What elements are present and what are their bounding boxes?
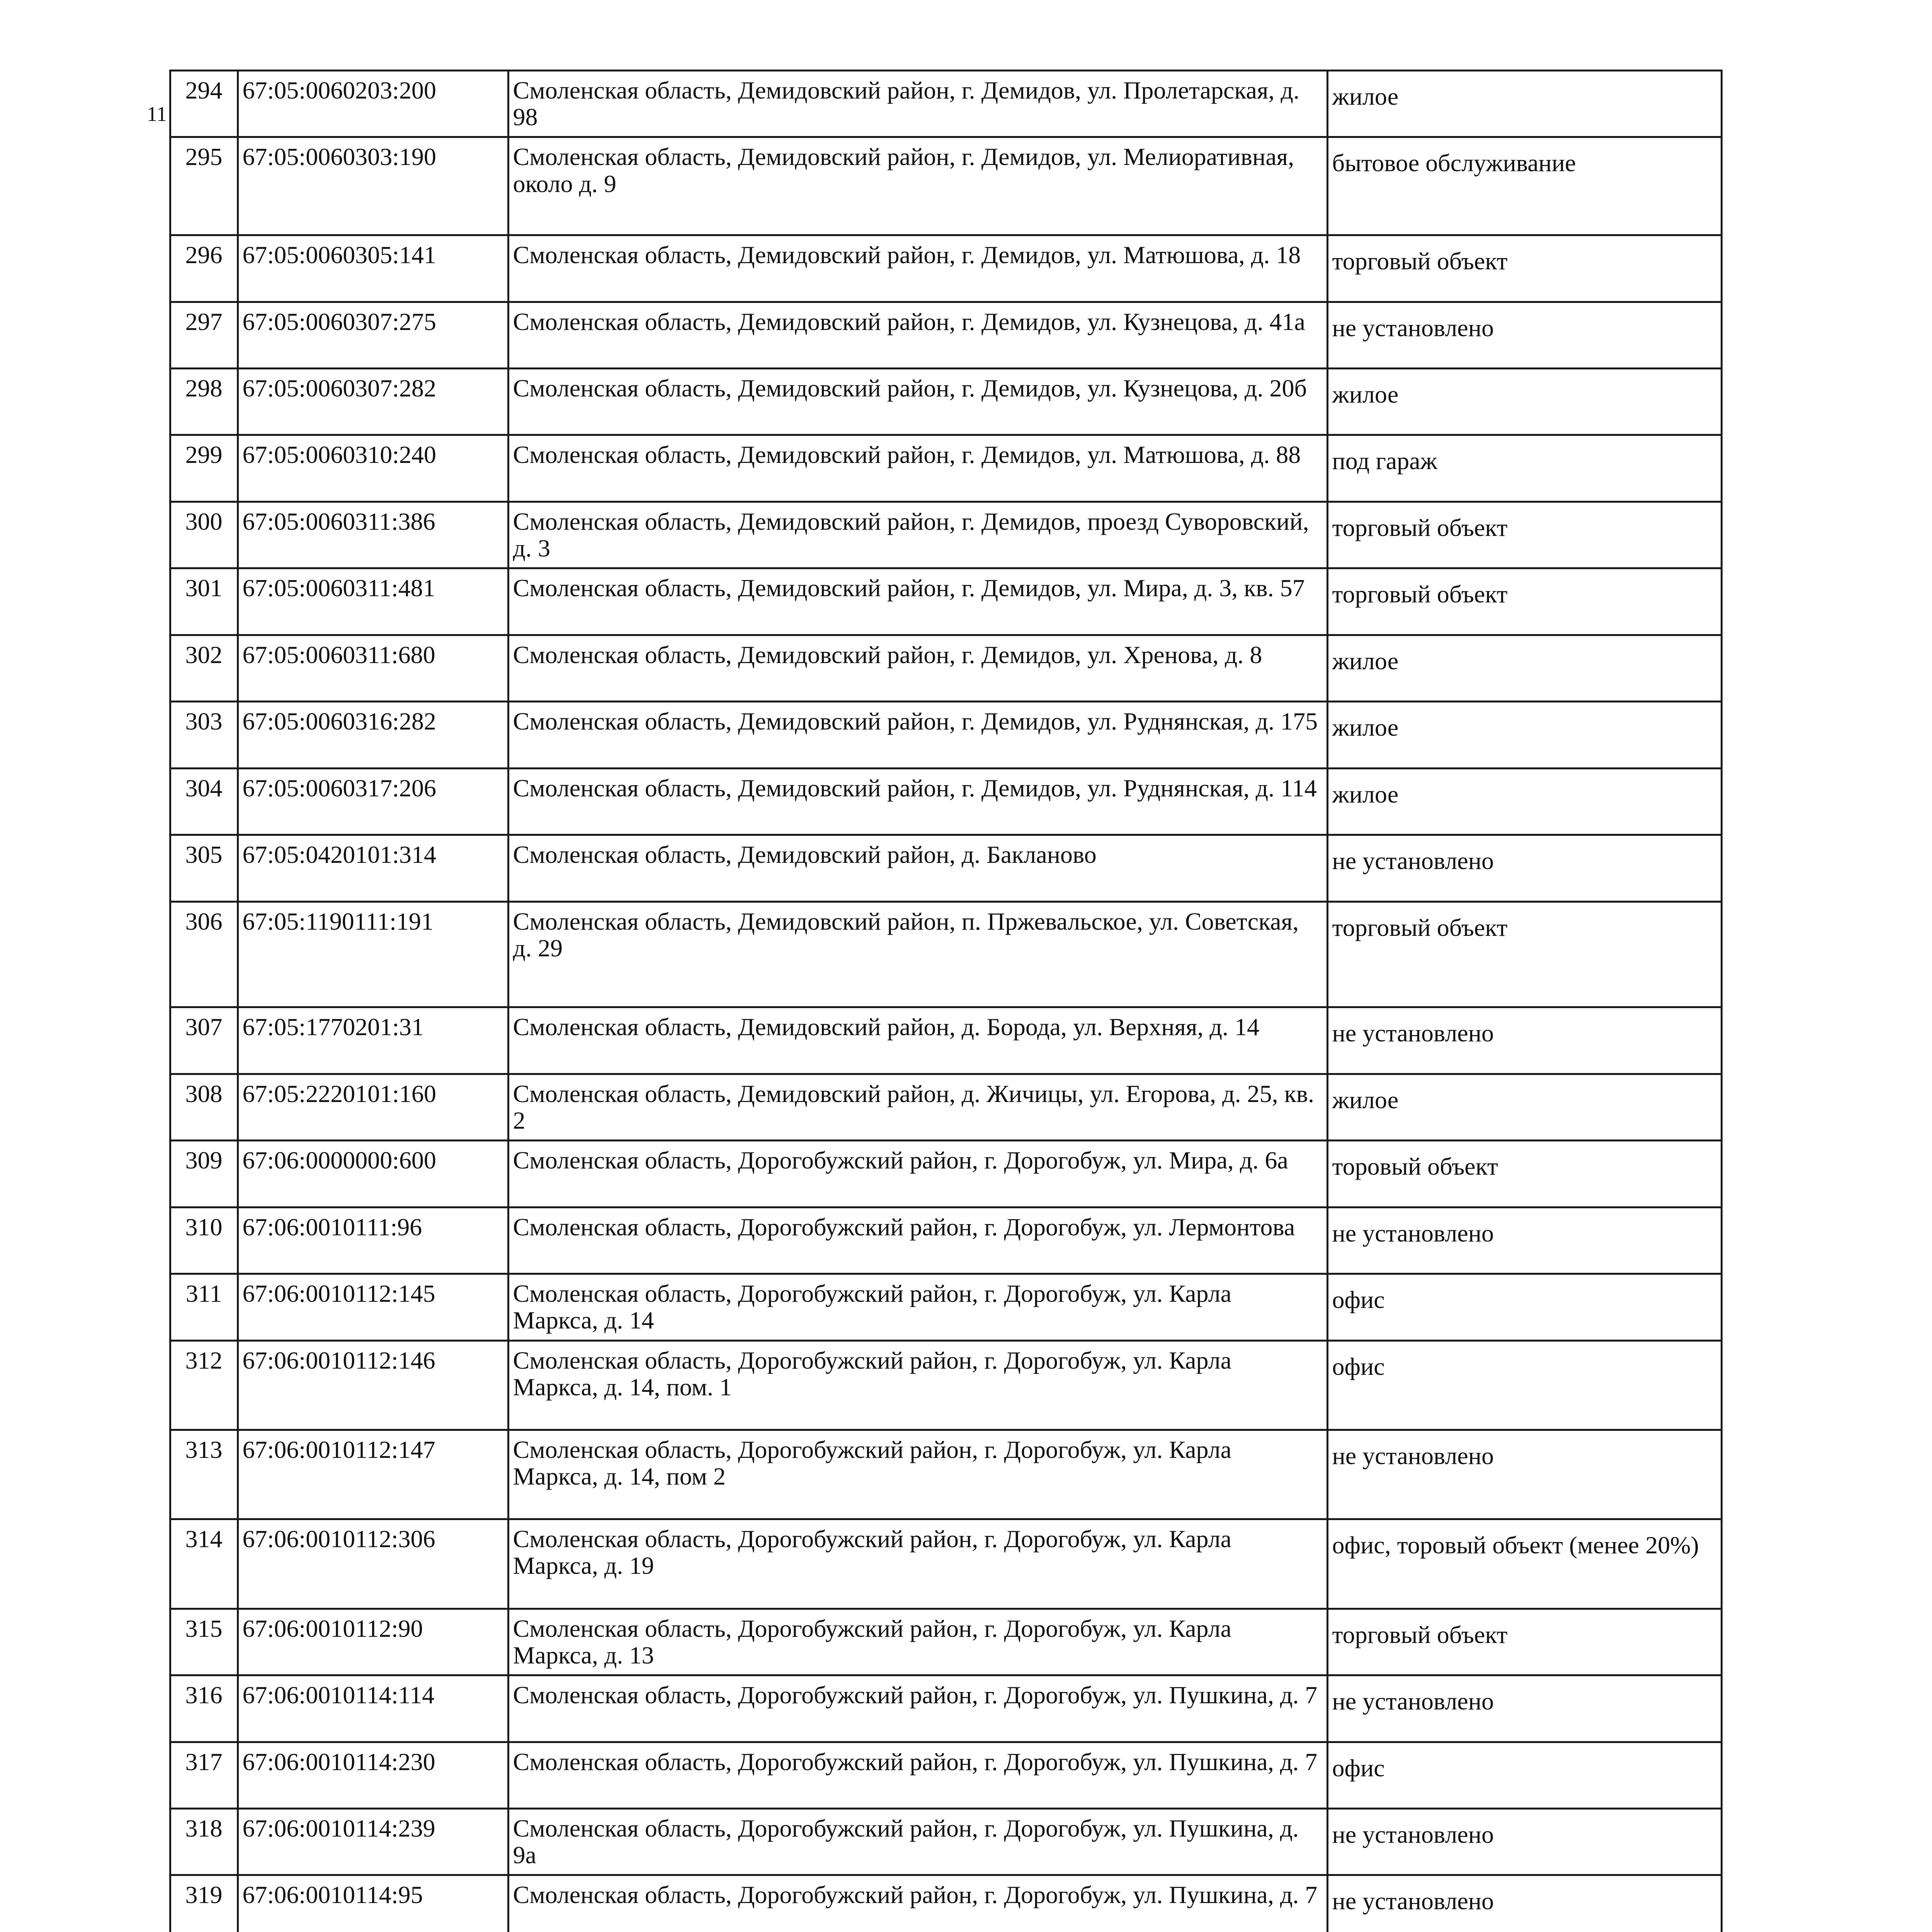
row-number: 300 bbox=[170, 502, 238, 568]
address: Смоленская область, Дорогобужский район, г. Дорогобуж, ул. Пушкина, д. 9а bbox=[508, 1808, 1327, 1875]
address: Смоленская область, Дорогобужский район, г. Дорогобуж, ул. Карла Маркса, д. 14, пом. 1 bbox=[508, 1340, 1327, 1430]
cadastral-number: 67:06:0010111:96 bbox=[238, 1207, 508, 1274]
table-row bbox=[147, 435, 1721, 502]
table-row bbox=[147, 702, 1721, 768]
cadastral-number: 67:06:0010114:95 bbox=[238, 1875, 508, 1932]
cadastral-number: 67:05:0060203:200 bbox=[238, 71, 508, 137]
cadastral-number: 67:05:0060311:680 bbox=[238, 635, 508, 701]
table-row bbox=[147, 1808, 1721, 1875]
cadastral-number: 67:05:0060311:481 bbox=[238, 568, 508, 635]
usage-type: офис bbox=[1327, 1742, 1721, 1808]
table-row bbox=[147, 1430, 1721, 1519]
table-row bbox=[147, 1074, 1721, 1140]
address: Смоленская область, Демидовский район, г. Демидов, ул. Мира, д. 3, кв. 57 bbox=[508, 568, 1327, 635]
row-number: 294 bbox=[170, 71, 238, 137]
usage-type: под гараж bbox=[1327, 435, 1721, 502]
address: Смоленская область, Демидовский район, д. Жичицы, ул. Егорова, д. 25, кв. 2 bbox=[508, 1074, 1327, 1140]
usage-type: торговый объект bbox=[1327, 235, 1721, 302]
address: Смоленская область, Демидовский район, д. Борода, ул. Верхняя, д. 14 bbox=[508, 1007, 1327, 1074]
table-row bbox=[147, 502, 1721, 568]
table-row bbox=[147, 368, 1721, 435]
row-number: 308 bbox=[170, 1074, 238, 1140]
address: Смоленская область, Демидовский район, г. Демидов, ул. Матюшова, д. 88 bbox=[508, 435, 1327, 502]
table-row bbox=[147, 1742, 1721, 1808]
address: Смоленская область, Дорогобужский район, г. Дорогобуж, ул. Карла Маркса, д. 13 bbox=[508, 1609, 1327, 1675]
table-row bbox=[147, 1141, 1721, 1207]
row-number: 315 bbox=[170, 1609, 238, 1675]
cadastral-number: 67:05:0060316:282 bbox=[238, 702, 508, 768]
page-number: 11 bbox=[147, 102, 167, 126]
usage-type: жилое bbox=[1327, 635, 1721, 701]
row-number: 299 bbox=[170, 435, 238, 502]
address: Смоленская область, Демидовский район, г. Демидов, ул. Кузнецова, д. 20б bbox=[508, 368, 1327, 435]
row-number: 312 bbox=[170, 1340, 238, 1430]
address: Смоленская область, Демидовский район, г. Демидов, ул. Пролетарская, д. 98 bbox=[508, 71, 1327, 137]
registry-body bbox=[147, 71, 1721, 1932]
address: Смоленская область, Дорогобужский район, г. Дорогобуж, ул. Пушкина, д. 7 bbox=[508, 1675, 1327, 1742]
cadastral-number: 67:05:0060311:386 bbox=[238, 502, 508, 568]
cadastral-number: 67:05:0060305:141 bbox=[238, 235, 508, 302]
usage-type: жилое bbox=[1327, 1074, 1721, 1140]
table-row bbox=[147, 835, 1721, 901]
table-row bbox=[147, 1007, 1721, 1074]
usage-type: не установлено bbox=[1327, 1808, 1721, 1875]
usage-type: торговый объект bbox=[1327, 901, 1721, 1007]
table-row bbox=[147, 1609, 1721, 1675]
address: Смоленская область, Дорогобужский район, г. Дорогобуж, ул. Лермонтова bbox=[508, 1207, 1327, 1274]
address: Смоленская область, Демидовский район, г. Демидов, проезд Суворовский, д. 3 bbox=[508, 502, 1327, 568]
usage-type: офис bbox=[1327, 1340, 1721, 1430]
cadastral-number: 67:06:0010112:306 bbox=[238, 1519, 508, 1609]
property-registry-table bbox=[147, 70, 1723, 1932]
row-number: 316 bbox=[170, 1675, 238, 1742]
usage-type: торовый объект bbox=[1327, 1141, 1721, 1207]
usage-type: офис bbox=[1327, 1274, 1721, 1340]
cadastral-number: 67:06:0000000:600 bbox=[238, 1141, 508, 1207]
row-number: 305 bbox=[170, 835, 238, 901]
usage-type: не установлено bbox=[1327, 302, 1721, 368]
row-number: 310 bbox=[170, 1207, 238, 1274]
usage-type: не установлено bbox=[1327, 1007, 1721, 1074]
cadastral-number: 67:06:0010114:230 bbox=[238, 1742, 508, 1808]
table-row bbox=[147, 768, 1721, 835]
cadastral-number: 67:06:0010114:114 bbox=[238, 1675, 508, 1742]
address: Смоленская область, Дорогобужский район, г. Дорогобуж, ул. Карла Маркса, д. 14 bbox=[508, 1274, 1327, 1340]
address: Смоленская область, Демидовский район, г. Демидов, ул. Хренова, д. 8 bbox=[508, 635, 1327, 701]
row-number: 298 bbox=[170, 368, 238, 435]
row-number: 307 bbox=[170, 1007, 238, 1074]
address: Смоленская область, Дорогобужский район, г. Дорогобуж, ул. Пушкина, д. 7 bbox=[508, 1742, 1327, 1808]
cadastral-number: 67:05:1190111:191 bbox=[238, 901, 508, 1007]
table-row bbox=[147, 901, 1721, 1007]
address: Смоленская область, Дорогобужский район, г. Дорогобуж, ул. Пушкина, д. 7 bbox=[508, 1875, 1327, 1932]
cadastral-number: 67:06:0010112:147 bbox=[238, 1430, 508, 1519]
row-number: 297 bbox=[170, 302, 238, 368]
address: Смоленская область, Дорогобужский район, г. Дорогобуж, ул. Карла Маркса, д. 19 bbox=[508, 1519, 1327, 1609]
row-number: 318 bbox=[170, 1808, 238, 1875]
row-number: 319 bbox=[170, 1875, 238, 1932]
usage-type: торговый объект bbox=[1327, 1609, 1721, 1675]
address: Смоленская область, Демидовский район, п. Пржевальское, ул. Советская, д. 29 bbox=[508, 901, 1327, 1007]
cadastral-number: 67:05:0420101:314 bbox=[238, 835, 508, 901]
usage-type: жилое bbox=[1327, 71, 1721, 137]
cadastral-number: 67:05:0060317:206 bbox=[238, 768, 508, 835]
address: Смоленская область, Демидовский район, г. Демидов, ул. Кузнецова, д. 41а bbox=[508, 302, 1327, 368]
usage-type: не установлено bbox=[1327, 835, 1721, 901]
usage-type: бытовое обслуживание bbox=[1327, 137, 1721, 235]
address: Смоленская область, Дорогобужский район, г. Дорогобуж, ул. Мира, д. 6а bbox=[508, 1141, 1327, 1207]
usage-type: жилое bbox=[1327, 368, 1721, 435]
row-number: 296 bbox=[170, 235, 238, 302]
row-number: 317 bbox=[170, 1742, 238, 1808]
table-row bbox=[147, 235, 1721, 302]
table-row bbox=[147, 1519, 1721, 1609]
cadastral-number: 67:06:0010112:90 bbox=[238, 1609, 508, 1675]
usage-type: жилое bbox=[1327, 702, 1721, 768]
row-number: 313 bbox=[170, 1430, 238, 1519]
usage-type: не установлено bbox=[1327, 1430, 1721, 1519]
cadastral-number: 67:05:0060307:282 bbox=[238, 368, 508, 435]
table-row bbox=[147, 568, 1721, 635]
row-number: 306 bbox=[170, 901, 238, 1007]
usage-type: не установлено bbox=[1327, 1675, 1721, 1742]
table-row bbox=[147, 635, 1721, 701]
row-number: 301 bbox=[170, 568, 238, 635]
usage-type: не установлено bbox=[1327, 1207, 1721, 1274]
row-number: 314 bbox=[170, 1519, 238, 1609]
row-number: 309 bbox=[170, 1141, 238, 1207]
cadastral-number: 67:05:0060310:240 bbox=[238, 435, 508, 502]
row-number: 295 bbox=[170, 137, 238, 235]
usage-type: офис, торовый объект (менее 20%) bbox=[1327, 1519, 1721, 1609]
address: Смоленская область, Демидовский район, г. Демидов, ул. Руднянская, д. 114 bbox=[508, 768, 1327, 835]
cadastral-number: 67:05:0060303:190 bbox=[238, 137, 508, 235]
table-row bbox=[147, 1675, 1721, 1742]
cadastral-number: 67:06:0010114:239 bbox=[238, 1808, 508, 1875]
row-number: 311 bbox=[170, 1274, 238, 1340]
table-row bbox=[147, 137, 1721, 235]
usage-type: не установлено bbox=[1327, 1875, 1721, 1932]
row-number: 302 bbox=[170, 635, 238, 701]
address: Смоленская область, Демидовский район, д. Бакланово bbox=[508, 835, 1327, 901]
address: Смоленская область, Демидовский район, г. Демидов, ул. Руднянская, д. 175 bbox=[508, 702, 1327, 768]
usage-type: торговый объект bbox=[1327, 568, 1721, 635]
cadastral-number: 67:06:0010112:145 bbox=[238, 1274, 508, 1340]
cadastral-number: 67:06:0010112:146 bbox=[238, 1340, 508, 1430]
row-number: 304 bbox=[170, 768, 238, 835]
usage-type: торговый объект bbox=[1327, 502, 1721, 568]
table-row bbox=[147, 1274, 1721, 1340]
table-row bbox=[147, 71, 1721, 137]
table-row bbox=[147, 302, 1721, 368]
cadastral-number: 67:05:0060307:275 bbox=[238, 302, 508, 368]
table-row bbox=[147, 1207, 1721, 1274]
address: Смоленская область, Демидовский район, г. Демидов, ул. Матюшова, д. 18 bbox=[508, 235, 1327, 302]
cadastral-number: 67:05:2220101:160 bbox=[238, 1074, 508, 1140]
address: Смоленская область, Демидовский район, г. Демидов, ул. Мелиоративная, около д. 9 bbox=[508, 137, 1327, 235]
address: Смоленская область, Дорогобужский район, г. Дорогобуж, ул. Карла Маркса, д. 14, пом 2 bbox=[508, 1430, 1327, 1519]
usage-type: жилое bbox=[1327, 768, 1721, 835]
row-number: 303 bbox=[170, 702, 238, 768]
cadastral-number: 67:05:1770201:31 bbox=[238, 1007, 508, 1074]
table-row bbox=[147, 1340, 1721, 1430]
table-row bbox=[147, 1875, 1721, 1932]
